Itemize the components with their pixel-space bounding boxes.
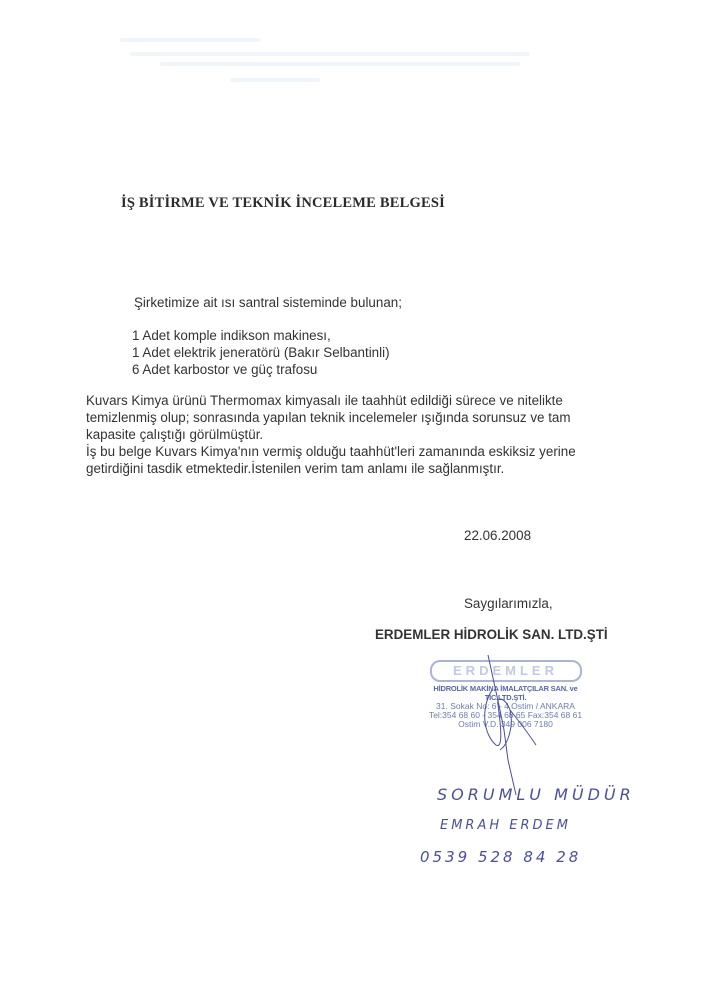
handwritten-phone: 0539 528 84 28 xyxy=(420,848,582,866)
body-paragraph xyxy=(86,392,576,477)
list-item: 6 Adet karbostor ve güç trafosu xyxy=(132,362,318,377)
signature-icon xyxy=(470,650,560,800)
handwritten-title: SORUMLU MÜDÜR xyxy=(437,785,635,804)
stamp-tax: Ostim V.D. 349 006 7180 xyxy=(458,719,553,729)
list-item: 1 Adet elektrik jeneratörü (Bakır Selbantinli) xyxy=(132,345,390,360)
faint-watermark xyxy=(110,30,570,90)
body-line: Kuvars Kimya ürünü Thermomax kimyasalı ile taahhüt edildiği sürece ve nitelikte xyxy=(86,393,563,408)
stamp-logo: ERDEMLER xyxy=(430,660,582,682)
document-date: 22.06.2008 xyxy=(464,528,532,543)
company-name: ERDEMLER HİDROLİK SAN. LTD.ŞTİ xyxy=(375,627,608,642)
stamp-address: 31. Sokak No: 6 - 4 Ostim / ANKARA xyxy=(436,701,575,711)
body-line: temizlenmiş olup; sonrasında yapılan teknik incelemeler ışığında sorunsuz ve tam xyxy=(86,410,571,425)
body-line: getirdiğini tasdik etmektedir.İstenilen verim tam anlamı ile sağlanmıştır. xyxy=(86,461,505,476)
intro-text: Şirketimize ait ısı santral sisteminde bulunan; xyxy=(134,295,402,310)
list-item: 1 Adet komple indikson makinesı, xyxy=(132,328,331,343)
body-line: İş bu belge Kuvars Kimya'nın vermiş olduğu taahhüt'leri zamanında eskiksiz yerine xyxy=(86,444,576,459)
document-title: İŞ BİTİRME VE TEKNİK İNCELEME BELGESİ xyxy=(121,195,445,211)
body-line: kapasite çalıştığı görülmüştür. xyxy=(86,427,264,442)
equipment-list xyxy=(132,327,390,378)
closing-text: Saygılarımızla, xyxy=(464,596,553,611)
stamp-phone: Tel:354 68 60 - 354 68 65 Fax:354 68 61 xyxy=(428,710,583,720)
stamp-company-name: HİDROLİK MAKİNA İMALATÇILAR SAN. ve TİC.LTD.ŞTİ. xyxy=(433,684,578,702)
handwritten-name: EMRAH ERDEM xyxy=(440,818,571,833)
